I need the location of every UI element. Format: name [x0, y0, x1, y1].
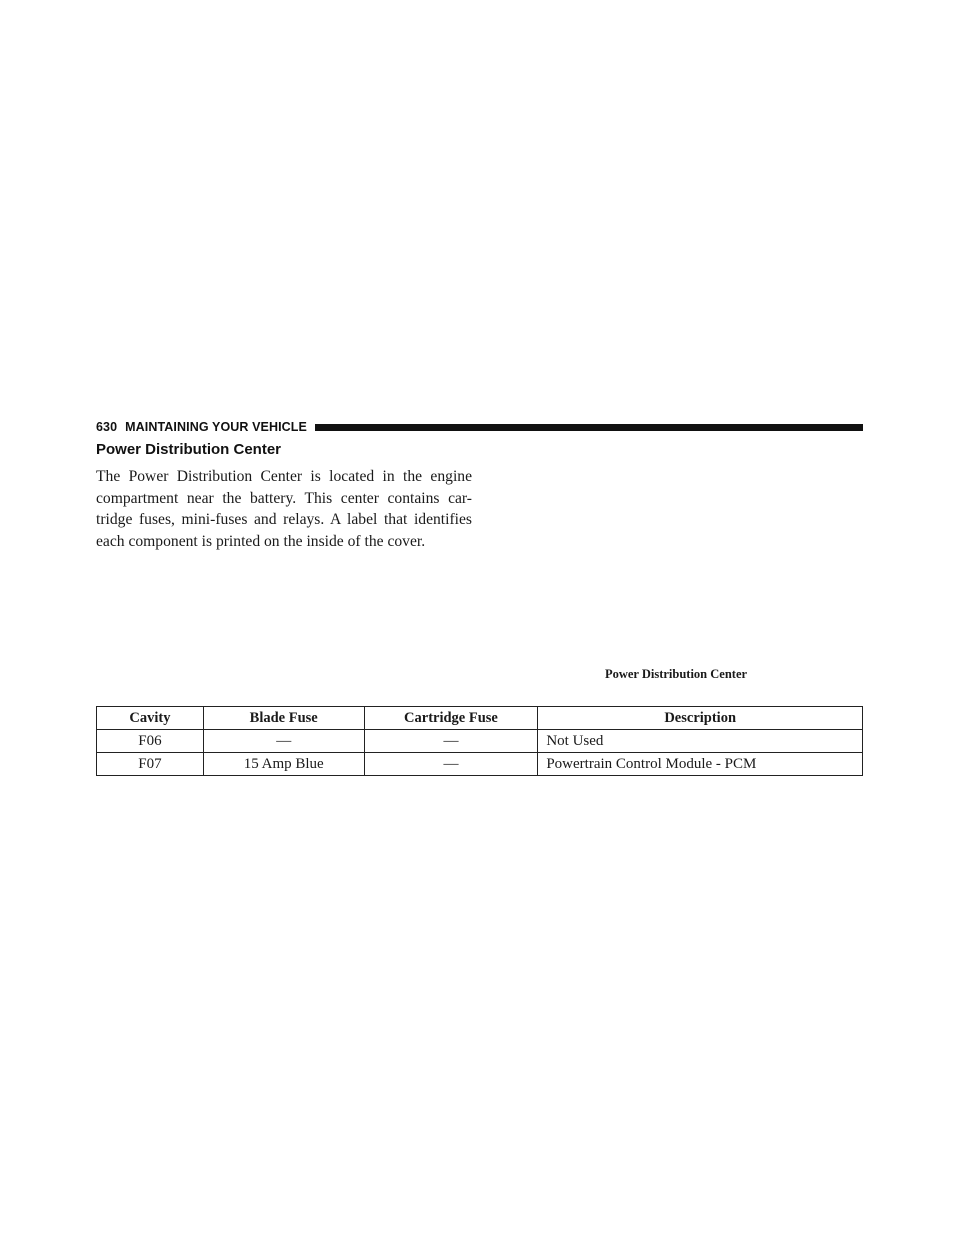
figure-caption: Power Distribution Center	[604, 667, 748, 681]
cell-cartridge-fuse: —	[364, 730, 538, 753]
table-row	[97, 730, 863, 753]
fuse-table	[96, 706, 863, 776]
header-blade-fuse: Blade Fuse	[203, 707, 364, 730]
cell-cartridge-fuse: —	[364, 753, 538, 776]
cell-blade-fuse: —	[203, 730, 364, 753]
table-header-row	[97, 707, 863, 730]
header-cavity: Cavity	[97, 707, 204, 730]
cell-blade-fuse: 15 Amp Blue	[203, 753, 364, 776]
cell-cavity: F07	[97, 753, 204, 776]
header-cartridge-fuse: Cartridge Fuse	[364, 707, 538, 730]
cell-description: Not Used	[538, 730, 863, 753]
table-row	[97, 753, 863, 776]
cell-description: Powertrain Control Module - PCM	[538, 753, 863, 776]
page-number: 630	[96, 420, 118, 434]
body-paragraph: The Power Distribution Center is located in the engine compartment near the battery. This center contains car-tridge fuses, mini-fuses and relays. A label that identifies each component is printed on the inside of the cover.	[96, 468, 472, 550]
section-name: MAINTAINING YOUR VEHICLE	[125, 420, 307, 434]
running-header	[96, 419, 863, 435]
header-rule	[315, 424, 863, 431]
section-title: Power Distribution Center	[96, 441, 282, 458]
cell-cavity: F06	[97, 730, 204, 753]
header-description: Description	[538, 707, 863, 730]
